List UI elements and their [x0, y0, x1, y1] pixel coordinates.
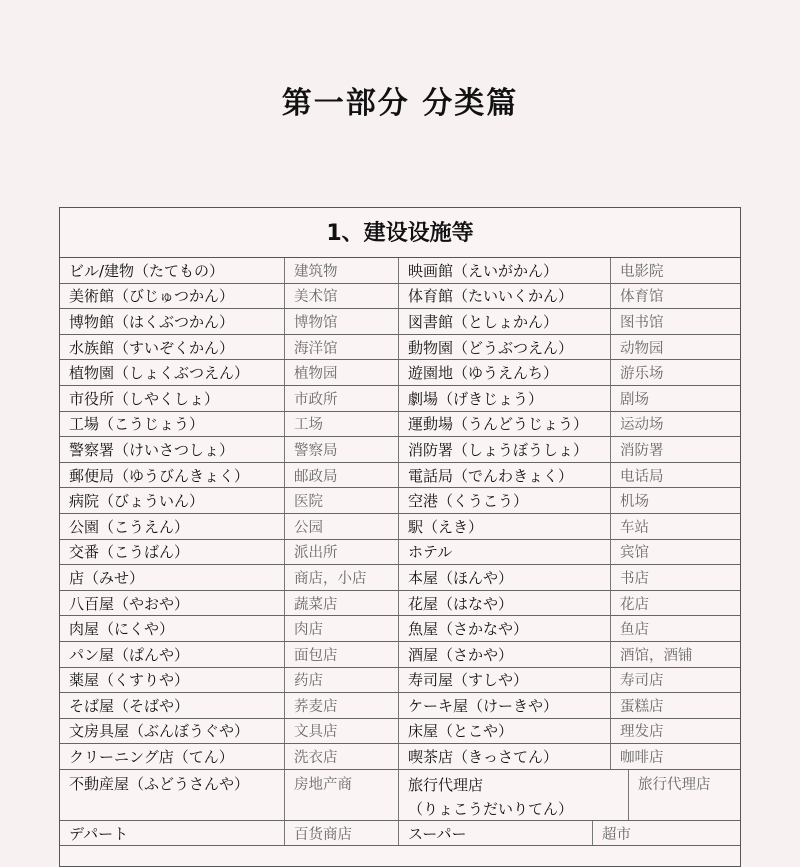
japanese-term: 交番（こうばん）: [60, 540, 285, 565]
chinese-meaning: 电影院: [620, 263, 664, 280]
table-row: [60, 284, 740, 310]
japanese-term: 運動場（うんどうじょう）: [399, 412, 611, 437]
japanese-term: 文房具屋（ぶんぼうぐや）: [60, 719, 285, 744]
chinese-meaning: 邮政局: [285, 463, 399, 488]
chinese-meaning: 建筑物: [285, 258, 399, 283]
table-row: [60, 744, 740, 770]
japanese-term: 床屋（とこや）: [399, 719, 611, 744]
chinese-meaning: 动物园: [620, 340, 664, 357]
table-row: [60, 642, 740, 668]
table-row: [60, 309, 740, 335]
chinese-meaning: 美术馆: [285, 284, 399, 309]
japanese-term: [399, 770, 629, 820]
japanese-term: 花屋（はなや）: [399, 591, 611, 616]
chinese-meaning: 派出所: [285, 540, 399, 565]
chinese-meaning: 寿司店: [620, 673, 664, 690]
japanese-term: 体育館（たいいくかん）: [399, 284, 611, 309]
japanese-term: 工場（こうじょう）: [60, 412, 285, 437]
table-row: [60, 488, 740, 514]
japanese-term: 魚屋（さかなや）: [399, 616, 611, 641]
japanese-term: 寿司屋（すしや）: [399, 668, 611, 693]
chinese-meaning: 咖啡店: [620, 750, 664, 767]
japanese-term: ケーキ屋（けーきや）: [399, 693, 611, 718]
vocabulary-table: [59, 207, 741, 867]
chinese-meaning: 消防署: [620, 442, 664, 459]
table-row: [60, 437, 740, 463]
japanese-term: そば屋（そばや）: [60, 693, 285, 718]
table-row: [60, 591, 740, 617]
chinese-meaning: 超市: [602, 826, 631, 843]
chinese-meaning: 旅行代理店: [638, 776, 711, 793]
chinese-meaning: 荞麦店: [285, 693, 399, 718]
table-row: [60, 360, 740, 386]
japanese-term: パン屋（ぱんや）: [60, 642, 285, 667]
japanese-term: 博物館（はくぶつかん）: [60, 309, 285, 334]
japanese-term: 空港（くうこう）: [399, 488, 611, 513]
table-row: [60, 412, 740, 438]
japanese-term: 不動産屋（ふどうさんや）: [60, 770, 285, 820]
chinese-meaning: 文具店: [285, 719, 399, 744]
chinese-meaning: 公园: [285, 514, 399, 539]
japanese-term: クリーニング店（てん）: [60, 744, 285, 769]
chinese-meaning: 市政所: [285, 386, 399, 411]
chinese-meaning: 理发店: [620, 724, 664, 741]
chinese-meaning: 宾馆: [620, 545, 649, 562]
table-row: [60, 463, 740, 489]
table-row: [60, 668, 740, 694]
chinese-meaning: 博物馆: [285, 309, 399, 334]
japanese-term: 水族館（すいぞくかん）: [60, 335, 285, 360]
japanese-term: 市役所（しやくしょ）: [60, 386, 285, 411]
chinese-meaning: 酒馆，酒铺: [620, 647, 693, 664]
chinese-meaning: 工场: [285, 412, 399, 437]
japanese-term: 公園（こうえん）: [60, 514, 285, 539]
chinese-meaning: 剧场: [620, 391, 649, 408]
chinese-meaning: 体育馆: [620, 289, 664, 306]
japanese-term: 植物園（しょくぶつえん）: [60, 360, 285, 385]
table-row: [60, 616, 740, 642]
japanese-term: 美術館（びじゅつかん）: [60, 284, 285, 309]
table-row: [60, 335, 740, 361]
chinese-meaning: 海洋馆: [285, 335, 399, 360]
japanese-term: 八百屋（やおや）: [60, 591, 285, 616]
japanese-term: 消防署（しょうぼうしょ）: [399, 437, 611, 462]
table-row: [60, 770, 740, 821]
japanese-term: 警察署（けいさつしょ）: [60, 437, 285, 462]
chinese-meaning: 药店: [285, 668, 399, 693]
chinese-meaning: 肉店: [285, 616, 399, 641]
table-row: [60, 821, 740, 847]
chinese-meaning: 医院: [285, 488, 399, 513]
japanese-term: ビル/建物（たてもの）: [60, 258, 285, 283]
japanese-term-line: 旅行代理店: [408, 775, 484, 794]
chinese-meaning: 电话局: [620, 468, 664, 485]
table-body: [60, 258, 740, 770]
chinese-meaning: 图书馆: [620, 314, 664, 331]
chinese-meaning: 书店: [620, 570, 649, 587]
chinese-meaning: 面包店: [285, 642, 399, 667]
chinese-meaning: 游乐场: [620, 366, 664, 383]
japanese-term: デパート: [60, 821, 285, 846]
japanese-term: 肉屋（にくや）: [60, 616, 285, 641]
page-title: 第一部分 分类篇: [281, 86, 519, 121]
chinese-meaning: 蔬菜店: [285, 591, 399, 616]
chinese-meaning: 洗衣店: [285, 744, 399, 769]
chinese-meaning: 植物园: [285, 360, 399, 385]
chinese-meaning: 警察局: [285, 437, 399, 462]
chinese-meaning: 运动场: [620, 417, 664, 434]
japanese-term: スーパー: [399, 821, 593, 846]
table-row: [60, 514, 740, 540]
chinese-meaning: 百货商店: [285, 821, 399, 846]
table-row: [60, 540, 740, 566]
table-row: [60, 258, 740, 284]
japanese-term: ホテル: [399, 540, 611, 565]
table-row: [60, 386, 740, 412]
japanese-term: 病院（びょういん）: [60, 488, 285, 513]
japanese-term: 劇場（げきじょう）: [399, 386, 611, 411]
japanese-term: 遊園地（ゆうえんち）: [399, 360, 611, 385]
chinese-meaning: 商店，小店: [285, 565, 399, 590]
chinese-meaning: 车站: [620, 519, 649, 536]
japanese-term: 駅（えき）: [399, 514, 611, 539]
japanese-term: 酒屋（さかや）: [399, 642, 611, 667]
japanese-term: 電話局（でんわきょく）: [399, 463, 611, 488]
chinese-meaning: 鱼店: [620, 622, 649, 639]
japanese-term: 図書館（としょかん）: [399, 309, 611, 334]
japanese-term-reading: （りょこうだいりてん）: [408, 799, 574, 818]
japanese-term: 動物園（どうぶつえん）: [399, 335, 611, 360]
chinese-meaning: 机场: [620, 494, 649, 511]
chinese-meaning: 花店: [620, 596, 649, 613]
japanese-term: 薬屋（くすりや）: [60, 668, 285, 693]
japanese-term: 映画館（えいがかん）: [399, 258, 611, 283]
table-row: [60, 719, 740, 745]
japanese-term: 店（みせ）: [60, 565, 285, 590]
table-row: [60, 565, 740, 591]
table-row: [60, 693, 740, 719]
section-heading: 1、建设设施等: [60, 208, 740, 258]
chinese-meaning: 蛋糕店: [620, 698, 664, 715]
chinese-meaning: 房地产商: [285, 770, 399, 820]
japanese-term: 喫茶店（きっさてん）: [399, 744, 611, 769]
japanese-term: 本屋（ほんや）: [399, 565, 611, 590]
japanese-term: 郵便局（ゆうびんきょく）: [60, 463, 285, 488]
